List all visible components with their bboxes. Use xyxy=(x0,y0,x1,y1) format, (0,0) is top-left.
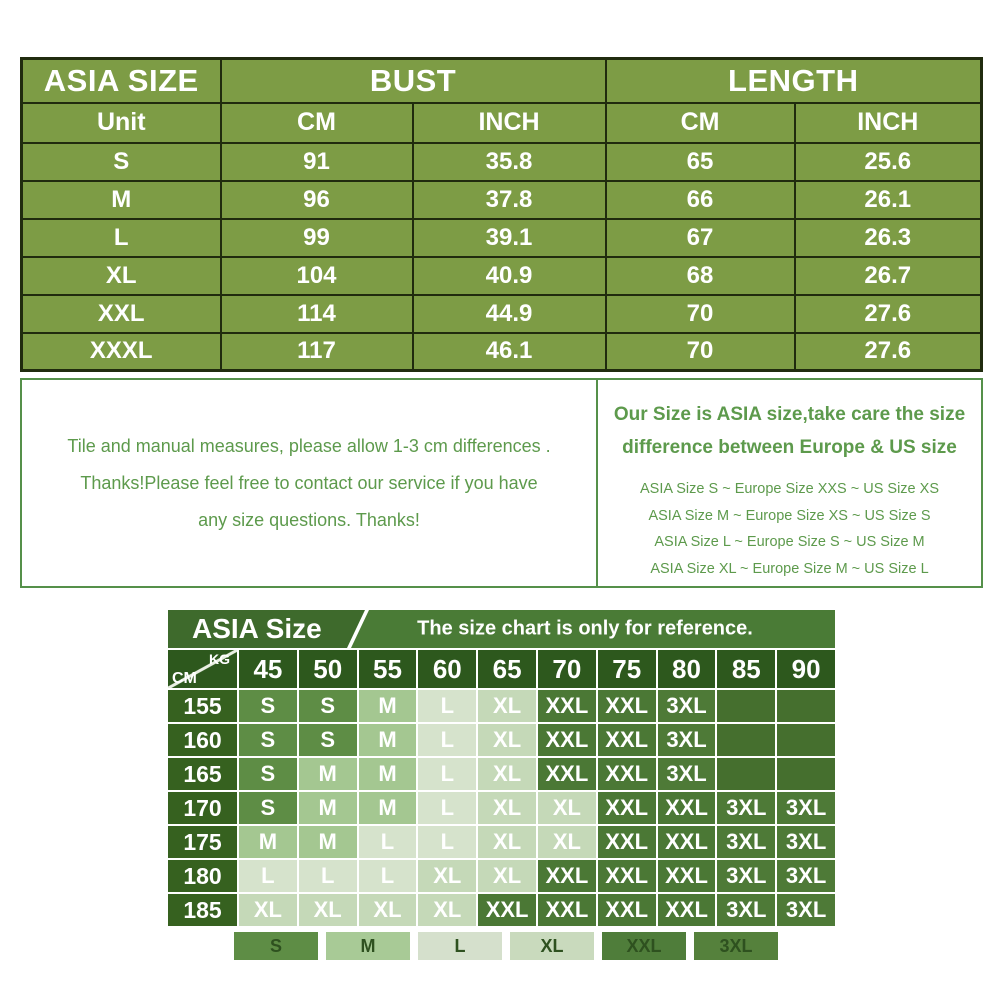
size-cell: 26.3 xyxy=(795,219,982,257)
size-legend xyxy=(234,932,778,960)
size-cell: 35.8 xyxy=(413,143,606,181)
kg-axis-label: KG xyxy=(209,651,230,667)
matrix-size-cell: L xyxy=(418,724,476,756)
legend-swatch: M xyxy=(326,932,410,960)
size-cell: 37.8 xyxy=(413,181,606,219)
size-cell: 25.6 xyxy=(795,143,982,181)
matrix-size-cell: XXL xyxy=(538,894,596,926)
matrix-size-cell: L xyxy=(359,860,417,892)
size-row xyxy=(22,143,982,181)
size-cell: 46.1 xyxy=(413,333,606,371)
asia-size-table-body xyxy=(22,143,982,371)
matrix-size-cell: 3XL xyxy=(777,860,835,892)
matrix-size-cell: 3XL xyxy=(777,792,835,824)
height-label-cell: 175 xyxy=(168,826,237,858)
measure-note xyxy=(22,380,598,586)
weight-header-cell: 60 xyxy=(418,650,476,688)
size-cell: 117 xyxy=(221,333,413,371)
size-row xyxy=(22,219,982,257)
matrix-size-cell: L xyxy=(299,860,357,892)
cm-kg-axis-cell xyxy=(168,650,237,688)
size-cell: S xyxy=(22,143,221,181)
matrix-size-cell: XXL xyxy=(598,826,656,858)
size-cell: 68 xyxy=(606,257,795,295)
conversion-line: ASIA Size XL ~ Europe Size M ~ US Size L xyxy=(650,560,929,577)
matrix-size-cell: XL xyxy=(478,724,536,756)
matrix-size-cell: M xyxy=(359,724,417,756)
matrix-size-cell: XL xyxy=(538,826,596,858)
length-group-header: LENGTH xyxy=(606,59,982,103)
unit-label: Unit xyxy=(22,103,221,143)
size-cell: XXXL xyxy=(22,333,221,371)
height-label-cell: 165 xyxy=(168,758,237,790)
matrix-size-cell: XXL xyxy=(538,690,596,722)
matrix-size-cell: S xyxy=(239,758,297,790)
weight-header-cell: 45 xyxy=(239,650,297,688)
size-cell: 40.9 xyxy=(413,257,606,295)
conversion-line: ASIA Size S ~ Europe Size XXS ~ US Size XS xyxy=(639,481,939,497)
matrix-size-cell: XXL xyxy=(538,860,596,892)
length-cm-header: CM xyxy=(606,103,795,143)
matrix-size-cell: L xyxy=(418,792,476,824)
matrix-size-cell: 3XL xyxy=(717,826,775,858)
size-matrix-grid xyxy=(168,650,835,926)
matrix-size-cell: XXL xyxy=(598,690,656,722)
matrix-size-cell: L xyxy=(418,758,476,790)
size-cell: 27.6 xyxy=(795,333,982,371)
size-cell: XL xyxy=(22,257,221,295)
chart-title: ASIA Size xyxy=(192,613,322,644)
matrix-size-cell: 3XL xyxy=(717,792,775,824)
matrix-size-cell: XXL xyxy=(598,792,656,824)
matrix-size-cell: 3XL xyxy=(777,894,835,926)
chart-subtitle: The size chart is only for reference. xyxy=(417,617,753,640)
matrix-size-cell: XL xyxy=(478,792,536,824)
size-cell: XXL xyxy=(22,295,221,333)
weight-header-cell: 70 xyxy=(538,650,596,688)
conversion-line: ASIA Size L ~ Europe Size S ~ US Size M xyxy=(654,534,925,550)
matrix-size-cell: XL xyxy=(538,792,596,824)
matrix-size-cell: M xyxy=(359,690,417,722)
matrix-size-cell: M xyxy=(239,826,297,858)
size-cell: 91 xyxy=(221,143,413,181)
size-cell: 104 xyxy=(221,257,413,295)
cm-axis-label: CM xyxy=(172,670,197,687)
weight-header-cell: 55 xyxy=(359,650,417,688)
size-cell: 66 xyxy=(606,181,795,219)
conversion-heading-line: difference between Europe & US size xyxy=(622,437,957,458)
matrix-size-cell: 3XL xyxy=(658,724,716,756)
size-cell: 114 xyxy=(221,295,413,333)
matrix-size-cell: XL xyxy=(478,826,536,858)
matrix-size-cell: XXL xyxy=(598,860,656,892)
matrix-size-cell: 3XL xyxy=(777,826,835,858)
matrix-size-cell: XL xyxy=(418,860,476,892)
notes-panel xyxy=(20,378,983,588)
conversion-line: ASIA Size M ~ Europe Size XS ~ US Size S xyxy=(648,507,931,524)
legend-swatch: XL xyxy=(510,932,594,960)
matrix-size-cell: XXL xyxy=(538,758,596,790)
table-title: ASIA SIZE xyxy=(22,59,221,103)
weight-header-cell: 50 xyxy=(299,650,357,688)
size-cell: 99 xyxy=(221,219,413,257)
size-cell: 67 xyxy=(606,219,795,257)
size-cell: 65 xyxy=(606,143,795,181)
asia-size-measurement-table xyxy=(20,57,983,372)
length-inch-header: INCH xyxy=(795,103,982,143)
size-cell: 39.1 xyxy=(413,219,606,257)
bust-group-header: BUST xyxy=(221,59,606,103)
bust-cm-header: CM xyxy=(221,103,413,143)
legend-swatch: XXL xyxy=(602,932,686,960)
size-cell: 70 xyxy=(606,295,795,333)
matrix-size-cell: S xyxy=(299,724,357,756)
matrix-empty-cell xyxy=(717,690,775,722)
height-label-cell: 155 xyxy=(168,690,237,722)
matrix-size-cell: XXL xyxy=(478,894,536,926)
height-label-cell: 160 xyxy=(168,724,237,756)
conversion-heading-line: Our Size is ASIA size,take care the size xyxy=(613,404,966,425)
chart-title-band xyxy=(168,610,835,648)
matrix-size-cell: 3XL xyxy=(717,860,775,892)
measure-note-line: Tile and manual measures, please allow 1-3 cm differences . xyxy=(67,435,551,456)
legend-swatch: 3XL xyxy=(694,932,778,960)
matrix-size-cell: S xyxy=(299,690,357,722)
measure-note-line: Thanks!Please feel free to contact our service if you have xyxy=(80,472,538,493)
matrix-size-cell: XL xyxy=(478,690,536,722)
size-row xyxy=(22,333,982,371)
legend-swatch: S xyxy=(234,932,318,960)
weight-header-cell: 90 xyxy=(777,650,835,688)
matrix-size-cell: XXL xyxy=(598,758,656,790)
matrix-size-cell: XXL xyxy=(598,894,656,926)
height-label-cell: 185 xyxy=(168,894,237,926)
weight-header-cell: 85 xyxy=(717,650,775,688)
size-cell: 44.9 xyxy=(413,295,606,333)
matrix-size-cell: XL xyxy=(359,894,417,926)
matrix-size-cell: XL xyxy=(478,860,536,892)
matrix-size-cell: S xyxy=(239,792,297,824)
matrix-size-cell: XL xyxy=(239,894,297,926)
size-row xyxy=(22,181,982,219)
size-row xyxy=(22,257,982,295)
matrix-empty-cell xyxy=(777,724,835,756)
size-cell: 70 xyxy=(606,333,795,371)
matrix-size-cell: XXL xyxy=(658,860,716,892)
matrix-size-cell: XL xyxy=(478,758,536,790)
matrix-size-cell: L xyxy=(418,690,476,722)
matrix-size-cell: XXL xyxy=(538,724,596,756)
matrix-size-cell: XL xyxy=(299,894,357,926)
weight-header-cell: 80 xyxy=(658,650,716,688)
matrix-empty-cell xyxy=(777,758,835,790)
size-conversion-note xyxy=(598,380,981,586)
matrix-size-cell: XXL xyxy=(658,792,716,824)
matrix-size-cell: 3XL xyxy=(658,758,716,790)
matrix-size-cell: XXL xyxy=(658,826,716,858)
matrix-size-cell: 3XL xyxy=(658,690,716,722)
size-cell: M xyxy=(22,181,221,219)
height-label-cell: 180 xyxy=(168,860,237,892)
matrix-size-cell: XXL xyxy=(598,724,656,756)
legend-swatch: L xyxy=(418,932,502,960)
unit-header-row xyxy=(22,103,982,143)
matrix-size-cell: M xyxy=(299,792,357,824)
matrix-size-cell: L xyxy=(359,826,417,858)
matrix-empty-cell xyxy=(777,690,835,722)
matrix-size-cell: XL xyxy=(418,894,476,926)
matrix-size-cell: XXL xyxy=(658,894,716,926)
matrix-size-cell: L xyxy=(239,860,297,892)
weight-header-cell: 65 xyxy=(478,650,536,688)
size-cell: 26.1 xyxy=(795,181,982,219)
matrix-size-cell: M xyxy=(359,758,417,790)
matrix-size-cell: S xyxy=(239,724,297,756)
size-cell: L xyxy=(22,219,221,257)
matrix-size-cell: L xyxy=(418,826,476,858)
height-weight-size-chart xyxy=(168,610,835,926)
table-header-row xyxy=(22,59,982,103)
matrix-size-cell: 3XL xyxy=(717,894,775,926)
size-cell: 27.6 xyxy=(795,295,982,333)
matrix-size-cell: M xyxy=(299,826,357,858)
weight-header-cell: 75 xyxy=(598,650,656,688)
size-cell: 96 xyxy=(221,181,413,219)
bust-inch-header: INCH xyxy=(413,103,606,143)
size-row xyxy=(22,295,982,333)
size-cell: 26.7 xyxy=(795,257,982,295)
matrix-empty-cell xyxy=(717,724,775,756)
height-label-cell: 170 xyxy=(168,792,237,824)
matrix-size-cell: M xyxy=(299,758,357,790)
measure-note-line: any size questions. Thanks! xyxy=(198,509,420,530)
matrix-size-cell: S xyxy=(239,690,297,722)
conversion-heading xyxy=(598,398,981,464)
matrix-size-cell: M xyxy=(359,792,417,824)
conversion-lines xyxy=(598,476,981,582)
matrix-empty-cell xyxy=(717,758,775,790)
